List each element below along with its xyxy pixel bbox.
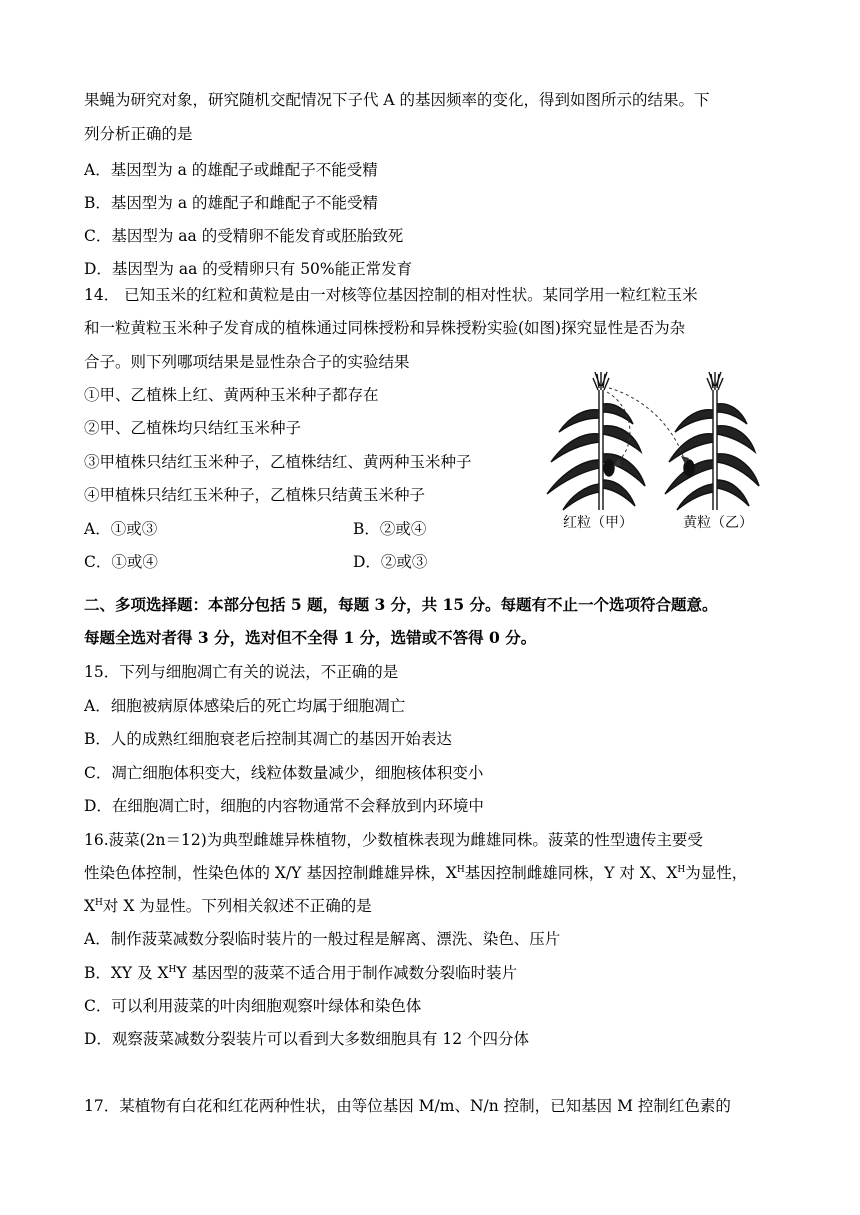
plant-jia xyxy=(547,372,645,510)
q14-stem-line1: 14． 已知玉米的红粒和黄粒是由一对核等位基因控制的相对性状。某同学用一粒红粒玉米 xyxy=(84,286,698,304)
q16-option-b: B．XY 及 $X^HY$ 基因型的菠菜不适合用于制作减数分裂临时装片 xyxy=(84,964,518,982)
q13-option-b: B．基因型为 a 的雄配子和雌配子不能受精 xyxy=(84,194,378,212)
q14-option-d: D．②或③ xyxy=(353,553,428,571)
section2-heading-line1: 二、多项选择题：本部分包括 5 题，每题 3 分，共 15 分。每题有不止一个选项符合题意。 xyxy=(84,595,718,614)
q14-item-3: ③甲植株只结红玉米种子，乙植株结红、黄两种玉米种子 xyxy=(84,453,472,471)
q16-option-d: D．观察菠菜减数分裂装片可以看到大多数细胞具有 12 个四分体 xyxy=(84,1030,530,1048)
section2-heading-line2: 每题全选对者得 3 分，选对但不全得 1 分，选错或不答得 0 分。 xyxy=(84,628,537,647)
q15-option-a: A．细胞被病原体感染后的死亡均属于细胞凋亡 xyxy=(84,697,406,715)
q14-item-4: ④甲植株只结红玉米种子，乙植株只结黄玉米种子 xyxy=(84,486,426,504)
cross-pollination-arrow xyxy=(609,388,685,462)
q14-stem-line3: 合子。则下列哪项结果是显性杂合子的实验结果 xyxy=(84,353,410,371)
q14-option-b: B．②或④ xyxy=(353,520,427,538)
q13-stem-line2: 列分析正确的是 xyxy=(84,125,193,143)
q15-option-d: D．在细胞凋亡时，细胞的内容物通常不会释放到内环境中 xyxy=(84,797,484,815)
q16-option-a: A．制作菠菜减数分裂临时装片的一般过程是解离、漂洗、染色、压片 xyxy=(84,930,561,948)
q15-option-b: B．人的成熟红细胞衰老后控制其凋亡的基因开始表达 xyxy=(84,730,452,748)
corn-plants-illustration xyxy=(535,368,785,518)
q16-stem-line2: 性染色体控制，性染色体的 X/Y 基因控制雌雄异株，$X^H$基因控制雌雄同株，Y 对 X、$X^H$为显性， xyxy=(84,864,748,882)
q13-stem-line1: 果蝇为研究对象，研究随机交配情况下子代 A 的基因频率的变化，得到如图所示的结果。下 xyxy=(84,91,710,109)
q14-option-c: C．①或④ xyxy=(84,553,158,571)
q14-option-a: A．①或③ xyxy=(84,520,158,538)
plant-yi xyxy=(665,372,759,510)
q16-stem-line3: $X^H$对 X 为显性。下列相关叙述不正确的是 xyxy=(84,897,372,915)
q13-option-c: C．基因型为 aa 的受精卵不能发育或胚胎致死 xyxy=(84,227,404,245)
q13-option-a: A．基因型为 a 的雄配子或雌配子不能受精 xyxy=(84,161,378,179)
q16-option-c: C．可以利用菠菜的叶肉细胞观察叶绿体和染色体 xyxy=(84,997,422,1015)
corn-pollination-figure xyxy=(535,368,785,548)
figure-label-yi: 黄粒（乙） xyxy=(683,515,753,531)
q14-stem-line2: 和一粒黄粒玉米种子发育成的植株通过同株授粉和异株授粉实验(如图)探究显性是否为杂 xyxy=(84,319,686,337)
q13-option-d: D．基因型为 aa 的受精卵只有 50%能正常发育 xyxy=(84,260,413,278)
q16-stem-line1: 16.菠菜(2n＝12)为典型雌雄异株植物，少数植株表现为雌雄同株。菠菜的性型遗传主要受 xyxy=(84,831,703,849)
q15-option-c: C．凋亡细胞体积变大，线粒体数量减少，细胞核体积变小 xyxy=(84,764,484,782)
q15-stem: 15．下列与细胞凋亡有关的说法，不正确的是 xyxy=(84,663,399,681)
q17-stem-line1: 17．某植物有白花和红花两种性状，由等位基因 M/m、N/n 控制，已知基因 M 控制红色素的 xyxy=(84,1097,731,1115)
q14-item-2: ②甲、乙植株均只结红玉米种子 xyxy=(84,419,302,437)
q14-item-1: ①甲、乙植株上红、黄两种玉米种子都存在 xyxy=(84,386,379,404)
figure-label-jia: 红粒（甲） xyxy=(563,515,633,531)
